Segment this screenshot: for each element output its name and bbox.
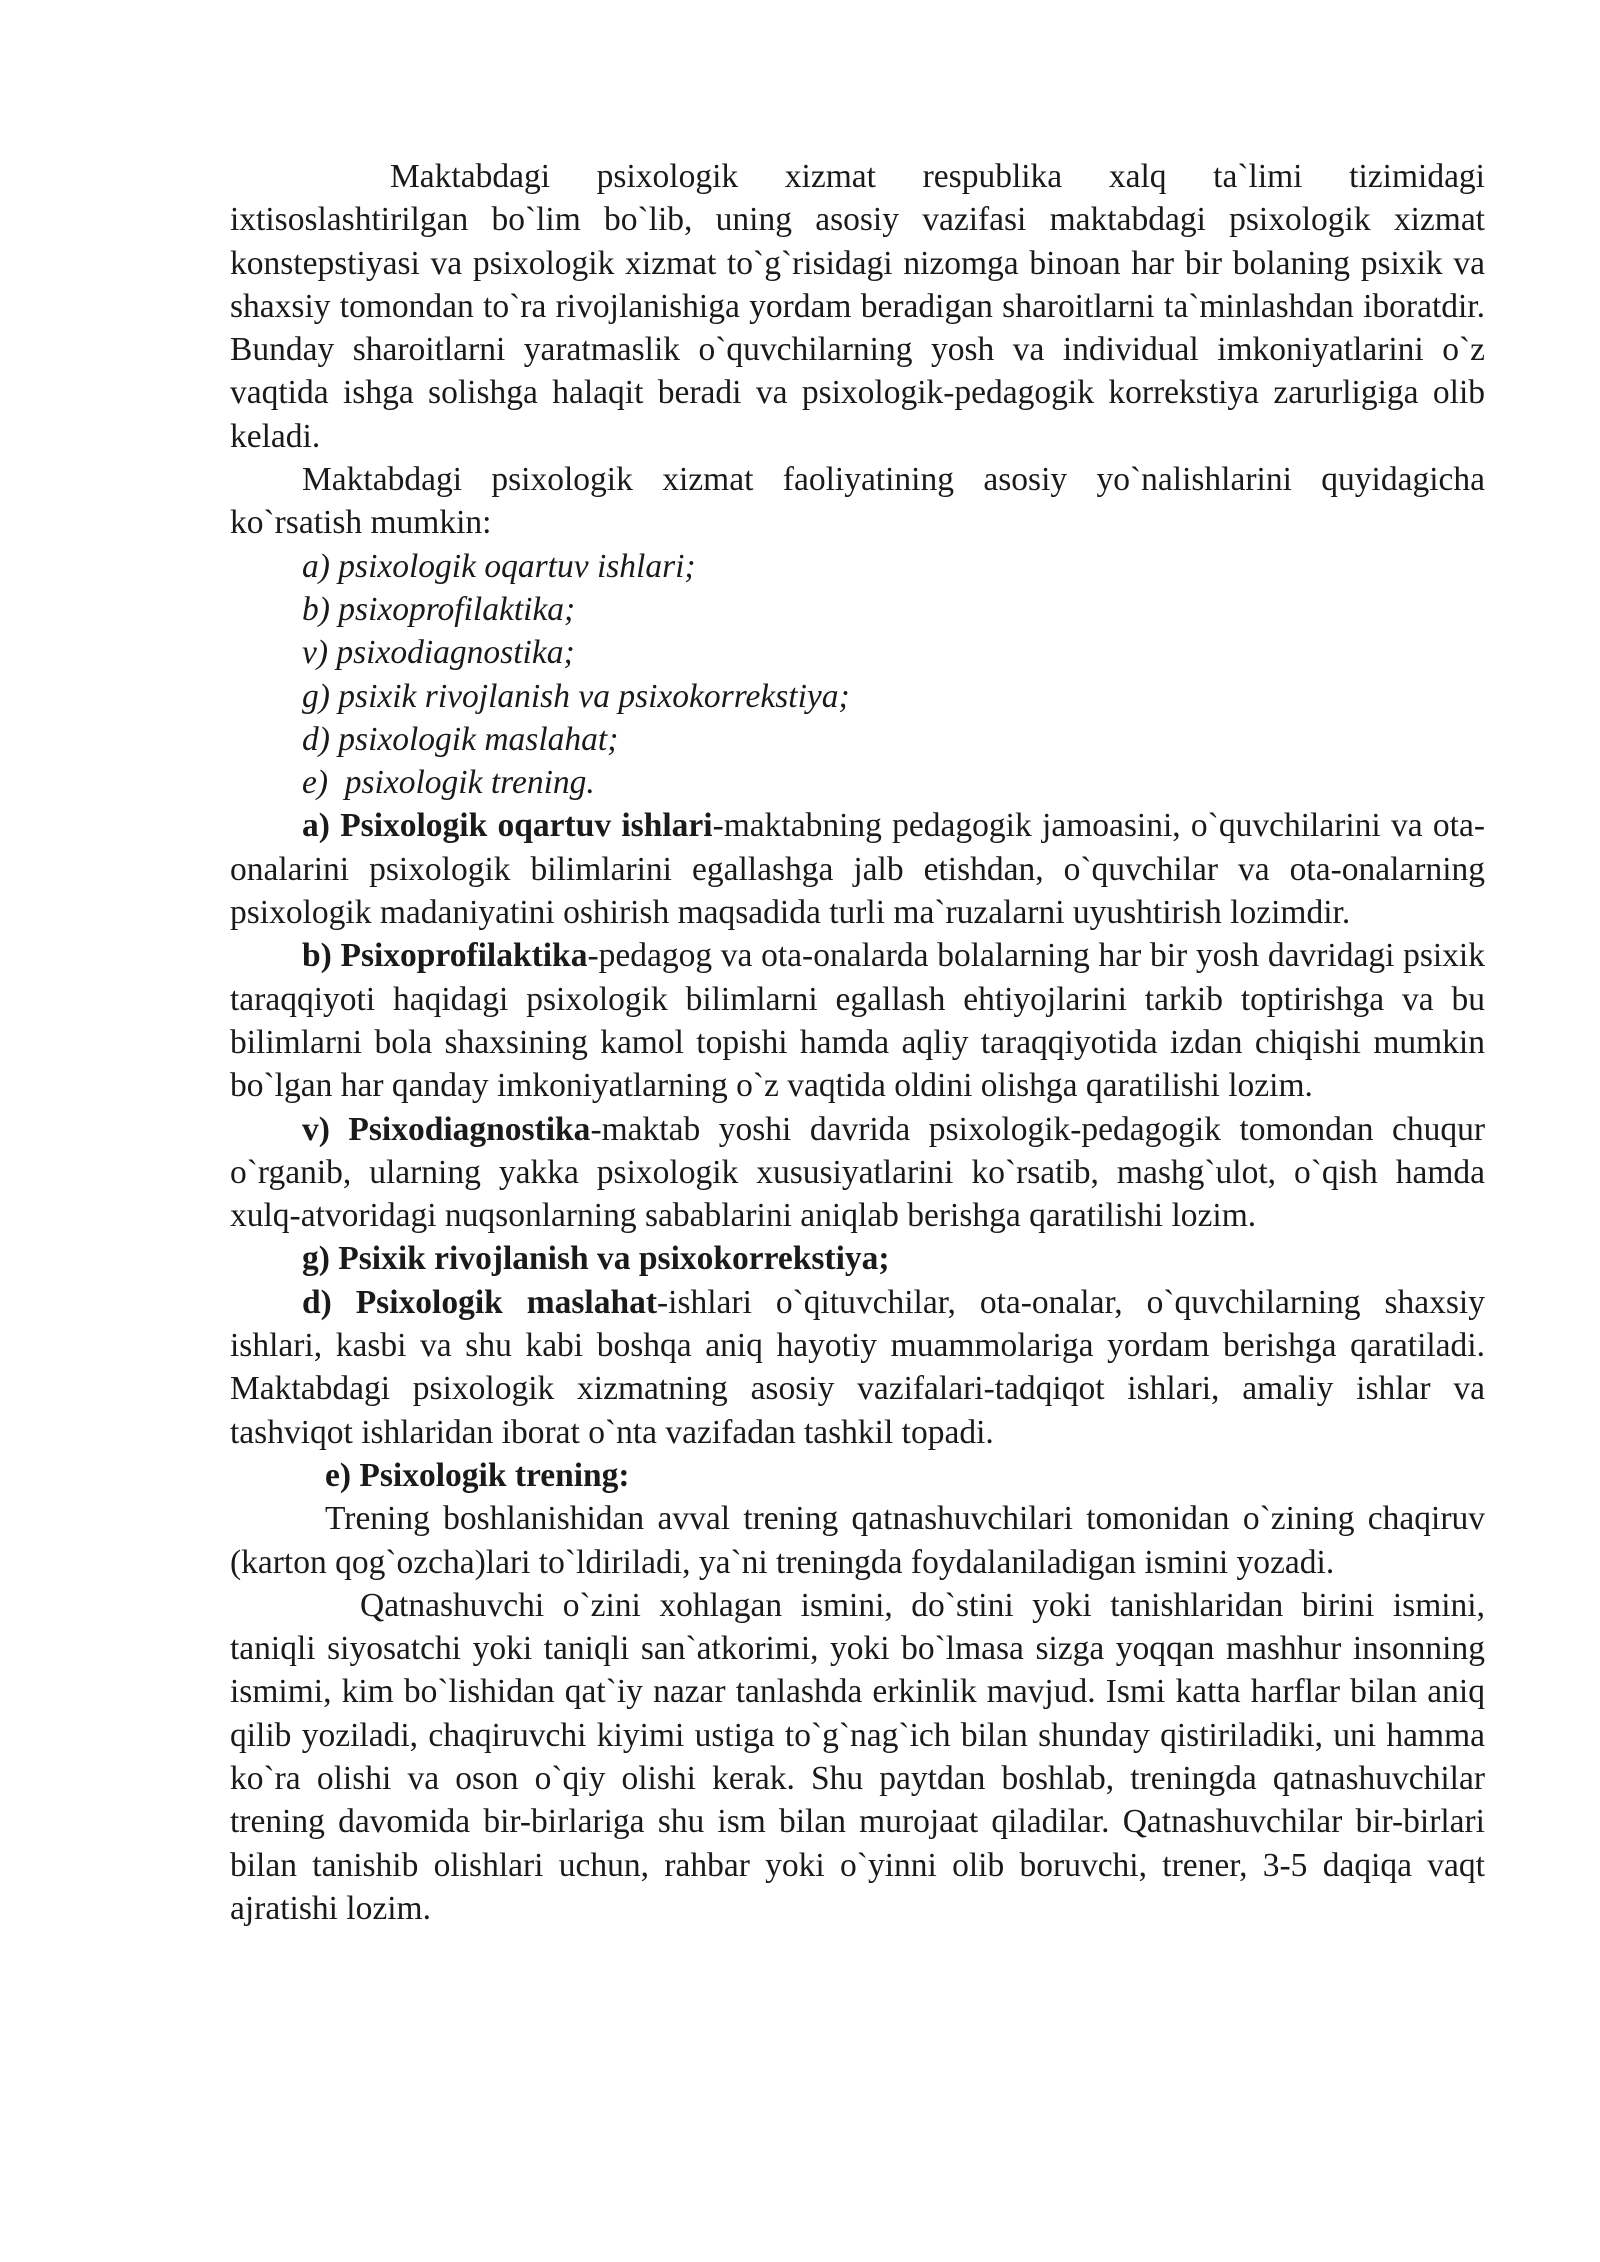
list-item-e: e) psixologik trening.: [302, 764, 595, 802]
list-item-g: g) psixik rivojlanish va psixokorrekstiya;: [302, 677, 850, 715]
directions-paragraph: Maktabdagi psixologik xizmat faoliyatining asosiy yo`nalishlarini quyidagicha ko`rsatish mumkin:: [230, 461, 1485, 542]
list-item-v: v) psixodiagnostika;: [302, 634, 575, 672]
section-d-heading: d) Psixologik maslahat: [302, 1283, 657, 1321]
section-g-heading: g) Psixik rivojlanish va psixokorrekstiya;: [302, 1240, 890, 1278]
list-item-b: b) psixoprofilaktika;: [302, 590, 576, 628]
section-a-body: -maktabning pedagogik jamoasini, o`quvchilarini va ota-onalarini psixologik bilimlarini egallashga jalb etishdan, o`quvchilar va ota-onalarning psixologik madaniyatini oshirish maqsadida turli ma`ruzalarni uyushtirish lozimdir.: [230, 807, 1485, 932]
section-d-body: -ishlari o`qituvchilar, ota-onalar, o`quvchilarning shaxsiy ishlari, kasbi va shu kabi boshqa aniq hayotiy muammolariga yordam berishga qaratiladi. Maktabdagi psixologik xizmatning asosiy vazifalari-tadqiqot ishlari, amaliy ishlar va tashviqot ishlaridan iborat o`nta vazifadan tashkil topadi.: [230, 1283, 1485, 1451]
section-a-paragraph: [230, 804, 1485, 934]
section-v-body: -maktab yoshi davrida psixologik-pedagogik tomondan chuqur o`rganib, ularning yakka psixologik xususiyatlarini ko`rsatib, mashg`ulot, o`qish hamda xulq-atvoridagi nuqsonlarning sabablarini aniqlab berishga qaratilishi lozim.: [230, 1110, 1485, 1235]
section-g-paragraph: [230, 1237, 1485, 1280]
section-d-paragraph: [230, 1281, 1485, 1454]
document-page: [230, 155, 1485, 1930]
section-v-heading: v) Psixodiagnostika: [302, 1110, 591, 1148]
section-b-paragraph: [230, 934, 1485, 1107]
participant-paragraph: Qatnashuvchi o`zini xohlagan ismini, do`stini yoki tanishlaridan birini ismini, taniqli siyosatchi yoki taniqli san`atkorimi, yoki bo`lmasa sizga yoqqan mashhur insonning ismimi, kim bo`lishidan qat`iy nazar tanlashda erkinlik mavjud. Ismi katta harflar bilan aniq qilib yoziladi, chaqiruvchi kiyimi ustiga to`g`nag`ich bilan shunday qistiriladiki, uni hamma ko`ra olishi va oson o`qiy olishi kerak. Shu paytdan boshlab, treningda qatnashuvchilar trening davomida bir-birlariga shu ism bilan murojaat qiladilar. Qatnashuvchilar bir-birlari bilan tanishib olishlari uchun, rahbar yoki o`yinni olib boruvchi, trener, 3-5 daqiqa vaqt ajratishi lozim.: [230, 1586, 1485, 1927]
list-item-a: a) psixologik oqartuv ishlari;: [302, 547, 696, 585]
section-b-heading: b) Psixoprofilaktika: [302, 937, 588, 975]
intro-paragraph: Maktabdagi psixologik xizmat respublika xalq ta`limi tizimidagi ixtisoslashtirilgan bo`lim bo`lib, uning asosiy vazifasi maktabdagi psixologik xizmat konstepstiyasi va psixologik xizmat to`g`risidagi nizomga binoan har bir bolaning psixik va shaxsiy tomondan to`ra rivojlanishiga yordam beradigan sharoitlarni ta`minlashdan iboratdir. Bunday sharoitlarni yaratmaslik o`quvchilarning yosh va individual imkoniyatlarini o`z vaqtida ishga solishga halaqit beradi va psixologik-pedagogik korrekstiya zarurligiga olib keladi.: [230, 158, 1485, 455]
section-a-heading: a) Psixologik oqartuv ishlari: [302, 807, 713, 845]
list-item-d: d) psixologik maslahat;: [302, 720, 619, 758]
section-e-paragraph: [230, 1454, 1485, 1497]
section-v-paragraph: [230, 1108, 1485, 1238]
training-paragraph: Trening boshlanishidan avval trening qatnashuvchilari tomonidan o`zining chaqiruv (karton qog`ozcha)lari to`ldiriladi, ya`ni treningda foydalaniladigan ismini yozadi.: [230, 1500, 1485, 1581]
section-b-body: -pedagog va ota-onalarda bolalarning har bir yosh davridagi psixik taraqqiyoti haqidagi psixologik bilimlarni egallash ehtiyojlarini tarkib toptirishga va bu bilimlarni bola shaxsining kamol topishi hamda aqliy taraqqiyotida izdan chiqishi mumkin bo`lgan har qanday imkoniyatlarning o`z vaqtida oldini olishga qaratilishi lozim.: [230, 937, 1485, 1105]
section-e-heading: e) Psixologik trening:: [325, 1456, 630, 1494]
